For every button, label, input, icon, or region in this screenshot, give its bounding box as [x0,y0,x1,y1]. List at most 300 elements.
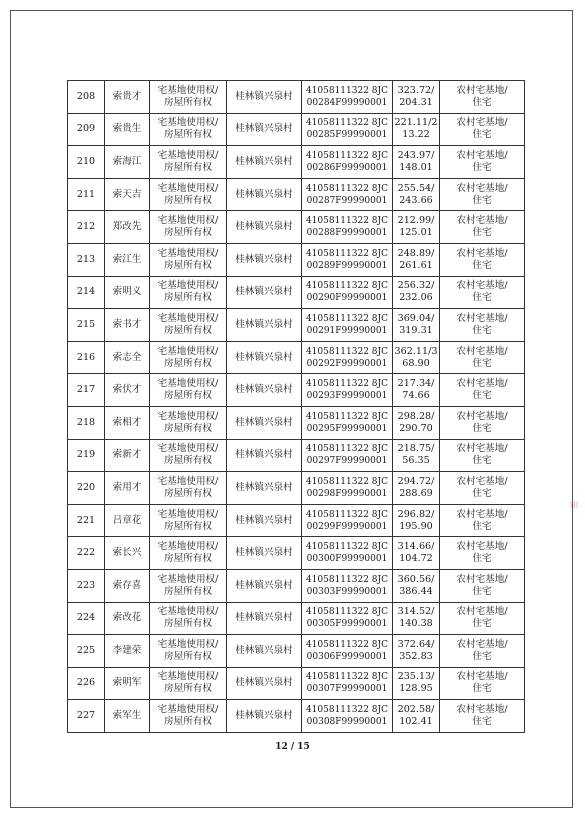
location-cell [227,211,302,244]
row-number-cell [68,276,105,309]
land-use-text: 住宅 [472,585,492,597]
parcel-code-text: 00293F99990001 [306,391,388,402]
land-use-text: 住宅 [472,487,492,499]
land-use-text: 住宅 [472,324,492,336]
area-text: 235.13/ [397,671,435,683]
right-type-text: 宅基地使用权/ [157,312,219,324]
location-cell [227,309,302,342]
parcel-code-text: 00286F99990001 [306,162,388,173]
owner-name-text: 索明义 [112,286,142,298]
land-use-cell [440,81,525,114]
land-use-cell [440,439,525,472]
location-text: 桂林镇兴泉村 [235,710,293,722]
area-cell [393,700,440,733]
parcel-code-text: 41058111322 8JC [305,150,389,161]
area-text: 56.35 [402,455,430,467]
land-use-text: 住宅 [472,683,492,695]
right-type-text: 宅基地使用权/ [157,247,219,259]
parcel-code-text: 00298F99990001 [306,488,388,499]
land-use-text: 农村宅基地/ [456,280,508,292]
location-text: 桂林镇兴泉村 [235,318,293,330]
land-use-text: 住宅 [472,422,492,434]
table-row [68,472,525,505]
location-cell [227,406,302,439]
owner-name-cell [105,439,150,472]
row-number-cell [68,667,105,700]
right-type-text: 房屋所有权 [164,357,212,369]
land-use-text: 农村宅基地/ [456,573,508,585]
row-number-text: 216 [76,351,96,363]
location-text: 桂林镇兴泉村 [235,481,293,493]
area-cell [393,406,440,439]
owner-name-text: 索志全 [112,351,142,363]
owner-name-cell [105,243,150,276]
right-type-text: 房屋所有权 [164,292,212,304]
parcel-code-cell [302,472,393,505]
owner-name-text: 索改花 [112,612,142,624]
land-use-text: 农村宅基地/ [456,247,508,259]
land-use-text: 住宅 [472,553,492,565]
location-text: 桂林镇兴泉村 [235,579,293,591]
table-row [68,211,525,244]
right-type-text: 房屋所有权 [164,194,212,206]
location-text: 桂林镇兴泉村 [235,449,293,461]
land-use-cell [440,341,525,374]
right-type-text: 房屋所有权 [164,553,212,565]
table-row [68,146,525,179]
right-type-text: 房屋所有权 [164,96,212,108]
stamp-mark: 印 [570,501,578,510]
owner-name-text: 索明军 [112,677,142,689]
area-text: 369.04/ [397,312,435,324]
right-type-text: 房屋所有权 [164,585,212,597]
land-use-text: 住宅 [472,96,492,108]
location-cell [227,81,302,114]
right-type-cell [150,504,227,537]
area-cell [393,569,440,602]
location-cell [227,276,302,309]
right-type-text: 宅基地使用权/ [157,638,219,650]
land-use-text: 农村宅基地/ [456,345,508,357]
land-use-text: 住宅 [472,194,492,206]
location-cell [227,472,302,505]
row-number-cell [68,602,105,635]
row-number-text: 226 [76,677,96,689]
parcel-code-text: 00289F99990001 [306,260,388,271]
table-row [68,700,525,733]
right-type-text: 宅基地使用权/ [157,475,219,487]
land-use-text: 农村宅基地/ [456,378,508,390]
row-number-cell [68,569,105,602]
area-text: 296.82/ [397,508,435,520]
area-text: 217.34/ [397,378,435,390]
land-use-cell [440,700,525,733]
area-cell [393,276,440,309]
area-text: 204.31 [399,96,433,108]
parcel-code-cell [302,504,393,537]
land-use-text: 农村宅基地/ [456,215,508,227]
parcel-code-text: 41058111322 8JC [305,118,389,129]
area-cell [393,113,440,146]
owner-name-text: 索天吉 [112,188,142,200]
area-text: 140.38 [399,618,433,630]
parcel-code-cell [302,374,393,407]
location-text: 桂林镇兴泉村 [235,612,293,624]
table-row [68,178,525,211]
row-number-cell [68,439,105,472]
owner-name-text: 索贵生 [112,123,142,135]
land-use-text: 农村宅基地/ [456,312,508,324]
row-number-cell [68,537,105,570]
location-cell [227,635,302,668]
parcel-code-text: 00308F99990001 [306,717,388,728]
row-number-text: 220 [76,481,96,493]
parcel-code-cell [302,569,393,602]
row-number-text: 212 [76,221,96,233]
row-number-cell [68,309,105,342]
land-use-text: 住宅 [472,650,492,662]
row-number-cell [68,341,105,374]
parcel-code-text: 41058111322 8JC [305,379,389,390]
owner-name-cell [105,504,150,537]
area-cell [393,472,440,505]
owner-name-text: 索伏才 [112,384,142,396]
area-cell [393,146,440,179]
owner-name-cell [105,81,150,114]
parcel-code-text: 41058111322 8JC [305,346,389,357]
area-text: 360.56/ [397,573,435,585]
parcel-code-text: 41058111322 8JC [305,607,389,618]
owner-name-cell [105,374,150,407]
land-use-text: 农村宅基地/ [456,443,508,455]
owner-name-text: 索相才 [112,416,142,428]
owner-name-cell [105,569,150,602]
owner-name-text: 索用才 [112,481,142,493]
right-type-text: 宅基地使用权/ [157,182,219,194]
right-type-cell [150,243,227,276]
row-number-text: 214 [76,286,96,298]
parcel-code-cell [302,211,393,244]
area-cell [393,635,440,668]
area-text: 202.58/ [397,704,435,716]
area-text: 218.75/ [397,443,435,455]
land-use-cell [440,211,525,244]
row-number-text: 213 [76,253,96,265]
owner-name-text: 索军生 [112,710,142,722]
row-number-cell [68,472,105,505]
row-number-cell [68,211,105,244]
parcel-code-text: 00306F99990001 [306,651,388,662]
owner-name-text: 索长兴 [112,547,142,559]
table-row [68,81,525,114]
land-use-text: 住宅 [472,161,492,173]
area-text: 372.64/ [397,638,435,650]
land-use-text: 住宅 [472,129,492,141]
land-use-text: 住宅 [472,455,492,467]
land-use-cell [440,146,525,179]
right-type-cell [150,537,227,570]
land-use-cell [440,374,525,407]
location-text: 桂林镇兴泉村 [235,221,293,233]
location-text: 桂林镇兴泉村 [235,547,293,559]
owner-name-cell [105,602,150,635]
area-text: 298.28/ [397,410,435,422]
row-number-text: 225 [76,644,96,656]
right-type-text: 宅基地使用权/ [157,84,219,96]
parcel-code-text: 41058111322 8JC [305,444,389,455]
right-type-text: 宅基地使用权/ [157,573,219,585]
area-text: 323.72/ [397,84,435,96]
land-use-text: 农村宅基地/ [456,117,508,129]
right-type-text: 宅基地使用权/ [157,541,219,553]
owner-name-text: 索书才 [112,318,142,330]
land-use-cell [440,178,525,211]
table-row [68,635,525,668]
location-text: 桂林镇兴泉村 [235,123,293,135]
right-type-text: 房屋所有权 [164,716,212,728]
land-use-cell [440,504,525,537]
row-number-cell [68,146,105,179]
owner-name-cell [105,309,150,342]
table-row [68,504,525,537]
land-use-text: 住宅 [472,618,492,630]
location-text: 桂林镇兴泉村 [235,384,293,396]
location-cell [227,439,302,472]
parcel-code-cell [302,602,393,635]
right-type-text: 宅基地使用权/ [157,410,219,422]
right-type-text: 宅基地使用权/ [157,378,219,390]
area-text: 212.99/ [397,215,435,227]
location-text: 桂林镇兴泉村 [235,155,293,167]
area-text: 314.52/ [397,606,435,618]
parcel-code-cell [302,667,393,700]
parcel-code-text: 41058111322 8JC [305,672,389,683]
owner-name-cell [105,276,150,309]
parcel-code-text: 41058111322 8JC [305,216,389,227]
location-cell [227,667,302,700]
land-use-cell [440,537,525,570]
table-row [68,569,525,602]
area-text: 248.89/ [397,247,435,259]
area-text: 261.61 [399,259,433,271]
owner-name-text: 索海江 [112,155,142,167]
row-number-text: 215 [76,318,96,330]
owner-name-cell [105,211,150,244]
owner-name-text: 李建荣 [112,644,142,656]
area-cell [393,439,440,472]
right-type-cell [150,374,227,407]
area-text: 288.69 [399,487,433,499]
land-use-text: 农村宅基地/ [456,606,508,618]
owner-name-cell [105,146,150,179]
row-number-cell [68,113,105,146]
location-text: 桂林镇兴泉村 [235,90,293,102]
owner-name-cell [105,700,150,733]
parcel-code-text: 41058111322 8JC [305,411,389,422]
parcel-code-text: 41058111322 8JC [305,509,389,520]
registration-table [67,80,525,733]
row-number-cell [68,243,105,276]
land-use-text: 农村宅基地/ [456,541,508,553]
location-text: 桂林镇兴泉村 [235,351,293,363]
area-text: 290.70 [399,422,433,434]
row-number-text: 210 [76,155,96,167]
table-row [68,439,525,472]
area-text: 386.44 [399,585,433,597]
parcel-code-cell [302,635,393,668]
area-cell [393,309,440,342]
parcel-code-text: 00305F99990001 [306,619,388,630]
land-use-cell [440,472,525,505]
area-text: 256.32/ [397,280,435,292]
area-text: 74.66 [402,390,430,402]
row-number-cell [68,406,105,439]
parcel-code-text: 00290F99990001 [306,293,388,304]
owner-name-text: 郑改先 [112,221,142,233]
owner-name-cell [105,667,150,700]
right-type-text: 宅基地使用权/ [157,117,219,129]
right-type-text: 宅基地使用权/ [157,149,219,161]
right-type-cell [150,602,227,635]
table-row [68,243,525,276]
parcel-code-text: 41058111322 8JC [305,85,389,96]
owner-name-text: 索新才 [112,449,142,461]
parcel-code-text: 41058111322 8JC [305,281,389,292]
area-text: 243.97/ [397,149,435,161]
land-use-cell [440,309,525,342]
area-text: 319.31 [399,324,433,336]
land-use-text: 住宅 [472,357,492,369]
land-use-cell [440,276,525,309]
parcel-code-text: 00307F99990001 [306,684,388,695]
owner-name-text: 索存喜 [112,579,142,591]
parcel-code-text: 00300F99990001 [306,554,388,565]
parcel-code-cell [302,178,393,211]
area-cell [393,178,440,211]
land-use-cell [440,635,525,668]
land-use-text: 住宅 [472,716,492,728]
right-type-cell [150,406,227,439]
parcel-code-text: 00284F99990001 [306,97,388,108]
parcel-code-text: 00295F99990001 [306,423,388,434]
location-cell [227,602,302,635]
right-type-text: 宅基地使用权/ [157,606,219,618]
right-type-text: 宅基地使用权/ [157,704,219,716]
location-text: 桂林镇兴泉村 [235,416,293,428]
row-number-text: 218 [76,416,96,428]
row-number-cell [68,635,105,668]
land-use-text: 农村宅基地/ [456,475,508,487]
parcel-code-text: 41058111322 8JC [305,574,389,585]
right-type-text: 宅基地使用权/ [157,508,219,520]
area-cell [393,537,440,570]
row-number-cell [68,504,105,537]
area-cell [393,504,440,537]
row-number-text: 224 [76,612,96,624]
right-type-cell [150,276,227,309]
owner-name-text: 吕章花 [112,514,142,526]
parcel-code-text: 00291F99990001 [306,325,388,336]
area-cell [393,243,440,276]
row-number-text: 223 [76,579,96,591]
area-text: 68.90 [402,357,430,369]
right-type-cell [150,178,227,211]
right-type-text: 宅基地使用权/ [157,671,219,683]
area-cell [393,667,440,700]
parcel-code-text: 41058111322 8JC [305,248,389,259]
land-use-text: 农村宅基地/ [456,508,508,520]
row-number-text: 208 [76,90,96,102]
area-cell [393,374,440,407]
location-text: 桂林镇兴泉村 [235,514,293,526]
location-cell [227,113,302,146]
parcel-code-text: 00287F99990001 [306,195,388,206]
right-type-text: 房屋所有权 [164,683,212,695]
parcel-code-cell [302,406,393,439]
right-type-text: 房屋所有权 [164,161,212,173]
parcel-code-text: 41058111322 8JC [305,476,389,487]
area-text: 195.90 [399,520,433,532]
row-number-cell [68,700,105,733]
right-type-text: 房屋所有权 [164,618,212,630]
land-use-text: 农村宅基地/ [456,704,508,716]
location-cell [227,341,302,374]
parcel-code-text: 41058111322 8JC [305,313,389,324]
table-row [68,667,525,700]
area-cell [393,341,440,374]
land-use-text: 农村宅基地/ [456,410,508,422]
row-number-text: 217 [76,384,96,396]
location-cell [227,178,302,211]
owner-name-text: 索贵才 [112,90,142,102]
location-cell [227,537,302,570]
table-row [68,341,525,374]
right-type-text: 房屋所有权 [164,324,212,336]
land-use-cell [440,243,525,276]
location-text: 桂林镇兴泉村 [235,644,293,656]
owner-name-cell [105,178,150,211]
location-cell [227,243,302,276]
right-type-text: 宅基地使用权/ [157,443,219,455]
parcel-code-text: 00285F99990001 [306,130,388,141]
right-type-cell [150,341,227,374]
parcel-code-cell [302,81,393,114]
land-use-text: 住宅 [472,390,492,402]
row-number-text: 221 [76,514,96,526]
row-number-cell [68,81,105,114]
area-text: 104.72 [399,553,433,565]
right-type-cell [150,211,227,244]
right-type-text: 房屋所有权 [164,520,212,532]
land-use-text: 住宅 [472,520,492,532]
right-type-cell [150,635,227,668]
row-number-cell [68,374,105,407]
right-type-cell [150,667,227,700]
parcel-code-cell [302,700,393,733]
parcel-code-cell [302,276,393,309]
owner-name-cell [105,635,150,668]
location-text: 桂林镇兴泉村 [235,188,293,200]
right-type-text: 房屋所有权 [164,422,212,434]
table-row [68,537,525,570]
parcel-code-cell [302,309,393,342]
land-use-text: 农村宅基地/ [456,182,508,194]
location-text: 桂林镇兴泉村 [235,286,293,298]
right-type-cell [150,472,227,505]
area-cell [393,81,440,114]
row-number-cell [68,178,105,211]
owner-name-cell [105,113,150,146]
